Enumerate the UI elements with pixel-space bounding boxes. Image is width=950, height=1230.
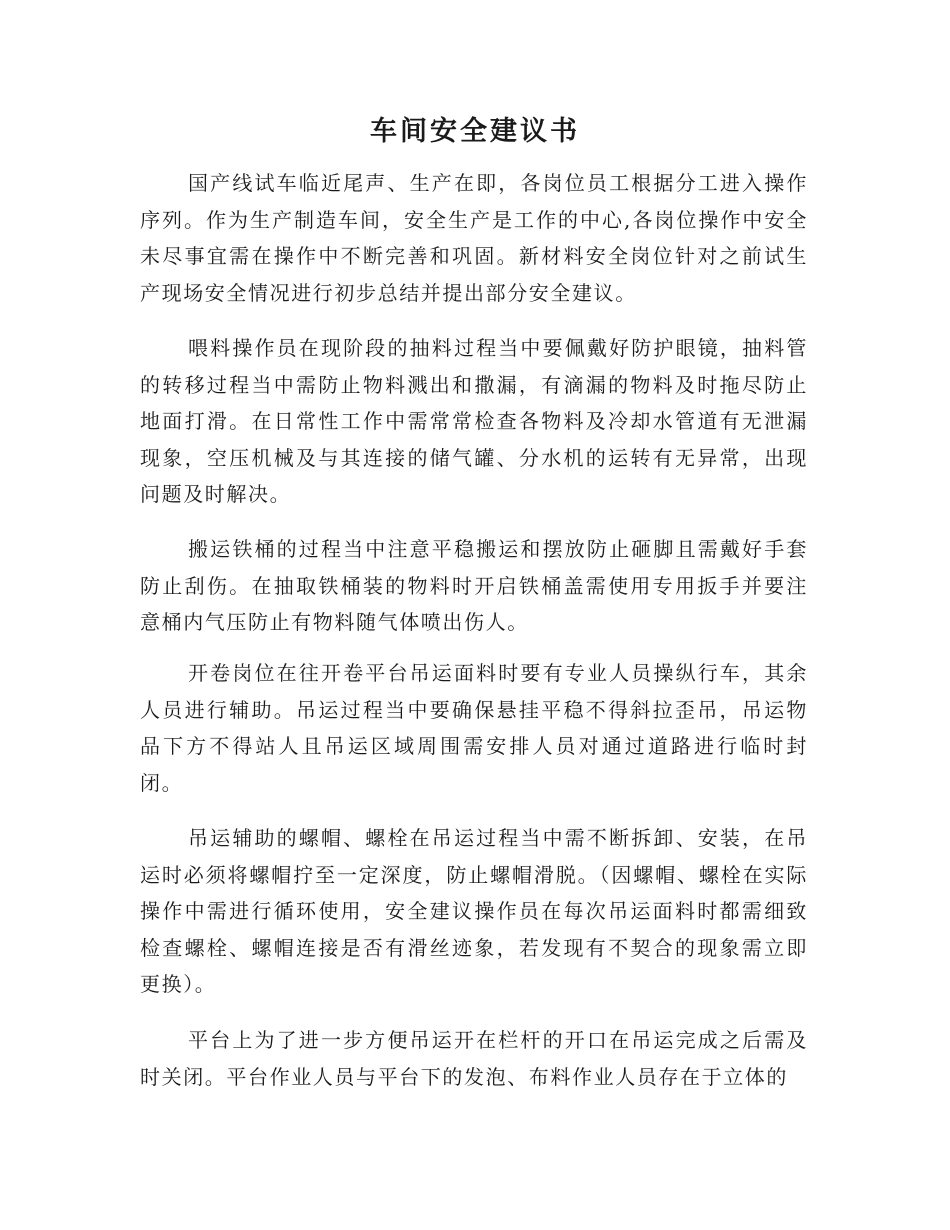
document-title: 车间安全建议书 <box>370 116 580 147</box>
paragraph-platform-railing: 平台上为了进一步方便吊运开在栏杆的开口在吊运完成之后需及时关闭。平台作业人员与平台下的发泡、布料作业人员存在于立体的 <box>140 1028 808 1089</box>
paragraph-lifting-bolts: 吊运辅助的螺帽、螺栓在吊运过程当中需不断拆卸、安装，在吊运时必须将螺帽拧至一定深度，防止螺帽滑脱。（因螺帽、螺栓在实际操作中需进行循环使用，安全建议操作员在每次吊运面料时都需细致检查螺栓、螺帽连接是否有滑丝迹象，若发现有不契合的现象需立即更换）。 <box>140 826 808 996</box>
paragraph-uncoiling-station: 开卷岗位在往开卷平台吊运面料时要有专业人员操纵行车，其余人员进行辅助。吊运过程当中要确保悬挂平稳不得斜拉歪吊，吊运物品下方不得站人且吊运区域周围需安排人员对通过道路进行临时封闭。 <box>140 661 808 795</box>
paragraph-intro: 国产线试车临近尾声、生产在即，各岗位员工根据分工进入操作序列。作为生产制造车间，安全生产是工作的中心,各岗位操作中安全未尽事宜需在操作中不断完善和巩固。新材料安全岗位针对之前试生产现场安全情况进行初步总结并提出部分安全建议。 <box>140 171 808 305</box>
paragraph-feeding-operator: 喂料操作员在现阶段的抽料过程当中要佩戴好防护眼镜，抽料管的转移过程当中需防止物料溅出和撒漏，有滴漏的物料及时拖尽防止地面打滑。在日常性工作中需常常检查各物料及冷却水管道有无泄漏现象，空压机械及与其连接的储气罐、分水机的运转有无异常，出现问题及时解决。 <box>140 336 808 506</box>
paragraph-iron-drum-handling: 搬运铁桶的过程当中注意平稳搬运和摆放防止砸脚且需戴好手套防止刮伤。在抽取铁桶装的物料时开启铁桶盖需使用专用扳手并要注意桶内气压防止有物料随气体喷出伤人。 <box>140 537 808 634</box>
